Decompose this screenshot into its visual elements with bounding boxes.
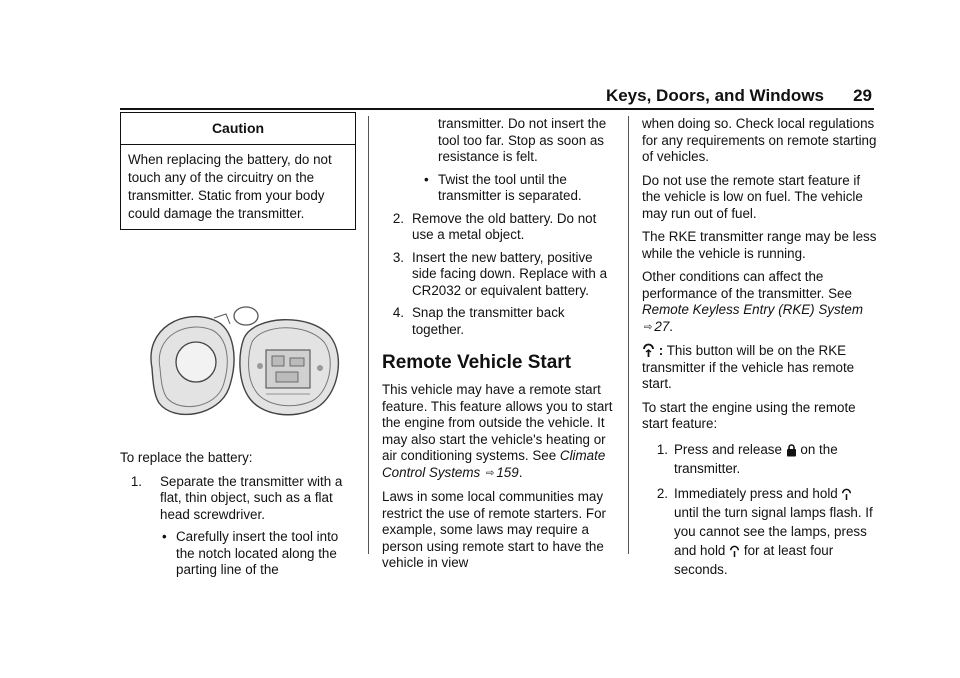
paragraph: Do not use the remote start feature if the vehicle is low on fuel. The vehicle may run out of fuel. — [642, 172, 863, 221]
remote-start-icon — [642, 343, 655, 358]
column-3 — [642, 116, 878, 585]
page-ref-arrow-icon: ⇨ — [644, 321, 653, 333]
bullet-item — [382, 172, 618, 205]
cross-reference-page[interactable]: 27 — [654, 318, 670, 334]
paragraph: when doing so. Check local regulations for any requirements on remote starting of vehicles. — [642, 116, 877, 164]
page-number: 29 — [853, 86, 872, 105]
caution-body: When replacing the battery, do not touch any of the circuitry on the transmitter. Static from your body could damage the transmitter. — [128, 151, 332, 221]
paragraph-text: Other conditions can affect the performance of the transmitter. See — [642, 269, 852, 301]
battery-intro: To replace the battery: — [120, 450, 253, 465]
step-2 — [642, 484, 878, 579]
step-number: 2. — [656, 485, 668, 501]
step-number: 2. — [392, 210, 404, 226]
caution-title: Caution — [121, 113, 355, 145]
column-1 — [120, 116, 356, 585]
remote-start-icon — [729, 545, 740, 558]
page-ref-arrow-icon: ⇨ — [485, 467, 495, 479]
column-divider — [368, 116, 369, 554]
paragraph: : This button will be on the RKE transmitter if the vehicle has remote start. — [642, 343, 855, 391]
step-number: 1. — [130, 473, 142, 489]
bullet-mark: • — [424, 171, 429, 187]
step-text: until the turn signal lamps flash. If you cannot see the lamps, press and hold — [674, 504, 873, 558]
lock-icon — [786, 444, 797, 457]
step-2 — [382, 211, 618, 244]
bullet-continuation: transmitter. Do not insert the tool too far. Stop as soon as resistance is felt. — [438, 116, 607, 164]
section-title: Keys, Doors, and Windows — [605, 86, 824, 105]
column-divider — [628, 116, 629, 554]
step-number: 1. — [656, 441, 668, 457]
step-1 — [642, 440, 878, 478]
cross-reference-link[interactable]: Remote Keyless Entry (RKE) System — [642, 302, 864, 317]
step-text: on the transmitter. — [674, 441, 838, 476]
step-4 — [382, 305, 618, 338]
paragraph-text: This button will be on the RKE transmitter if the vehicle has remote start. — [642, 343, 855, 391]
bullet-text: Twist the tool until the transmitter is separated. — [438, 171, 582, 203]
step-text: Press and release — [674, 441, 782, 457]
bullet-mark: • — [162, 529, 167, 544]
section-heading: Remote Vehicle Start — [382, 352, 572, 373]
paragraph: The RKE transmitter range may be less while the vehicle is running. — [642, 229, 877, 261]
paragraph: Other conditions can affect the performance of the transmitter. See Remote Keyless Entry (RKE) System ⇨ 27. — [642, 269, 864, 334]
step-text: Separate the transmitter with a flat, thin object, such as a flat head screwdriver. — [160, 473, 343, 522]
step-text: for at least four seconds. — [674, 542, 834, 577]
paragraph: Laws in some local communities may restrict the use of remote starters. For example, some laws may require a person using remote start to have the vehicle in view — [382, 489, 606, 570]
step-number: 4. — [392, 305, 404, 320]
step-text: Remove the old battery. Do not use a metal object. — [412, 210, 597, 242]
page-header — [120, 86, 874, 110]
step-text: Insert the new battery, positive side facing down. Replace with a CR2032 or equivalent battery. — [412, 249, 608, 298]
step-text: Immediately press and hold — [674, 485, 838, 501]
cross-reference-page[interactable]: 159 — [496, 464, 519, 480]
paragraph: To start the engine using the remote start feature: — [642, 399, 856, 431]
remote-start-icon — [841, 488, 852, 501]
caution-box — [120, 112, 356, 230]
step-1 — [120, 474, 356, 524]
cross-reference-link[interactable]: Climate Control Systems — [382, 448, 606, 480]
paragraph: This vehicle may have a remote start feature. This feature allows you to start the engine from outside the vehicle. It may also start the vehicle's heating or air conditioning systems. See Climate Control Systems ⇨ 159. — [382, 382, 613, 480]
step-3 — [382, 250, 618, 300]
step-text: Snap the transmitter back together. — [412, 305, 565, 337]
bullet-item — [120, 529, 356, 579]
column-2 — [382, 116, 618, 579]
key-fob-illustration — [134, 298, 344, 428]
bullet-text: Carefully insert the tool into the notch located along the parting line of the — [176, 529, 339, 577]
paragraph-text: This vehicle may have a remote start feature. This feature allows you to start the engine from outside the vehicle. It may also start the vehicle's heating or air conditioning systems. See — [382, 382, 613, 463]
step-number: 3. — [392, 249, 404, 265]
